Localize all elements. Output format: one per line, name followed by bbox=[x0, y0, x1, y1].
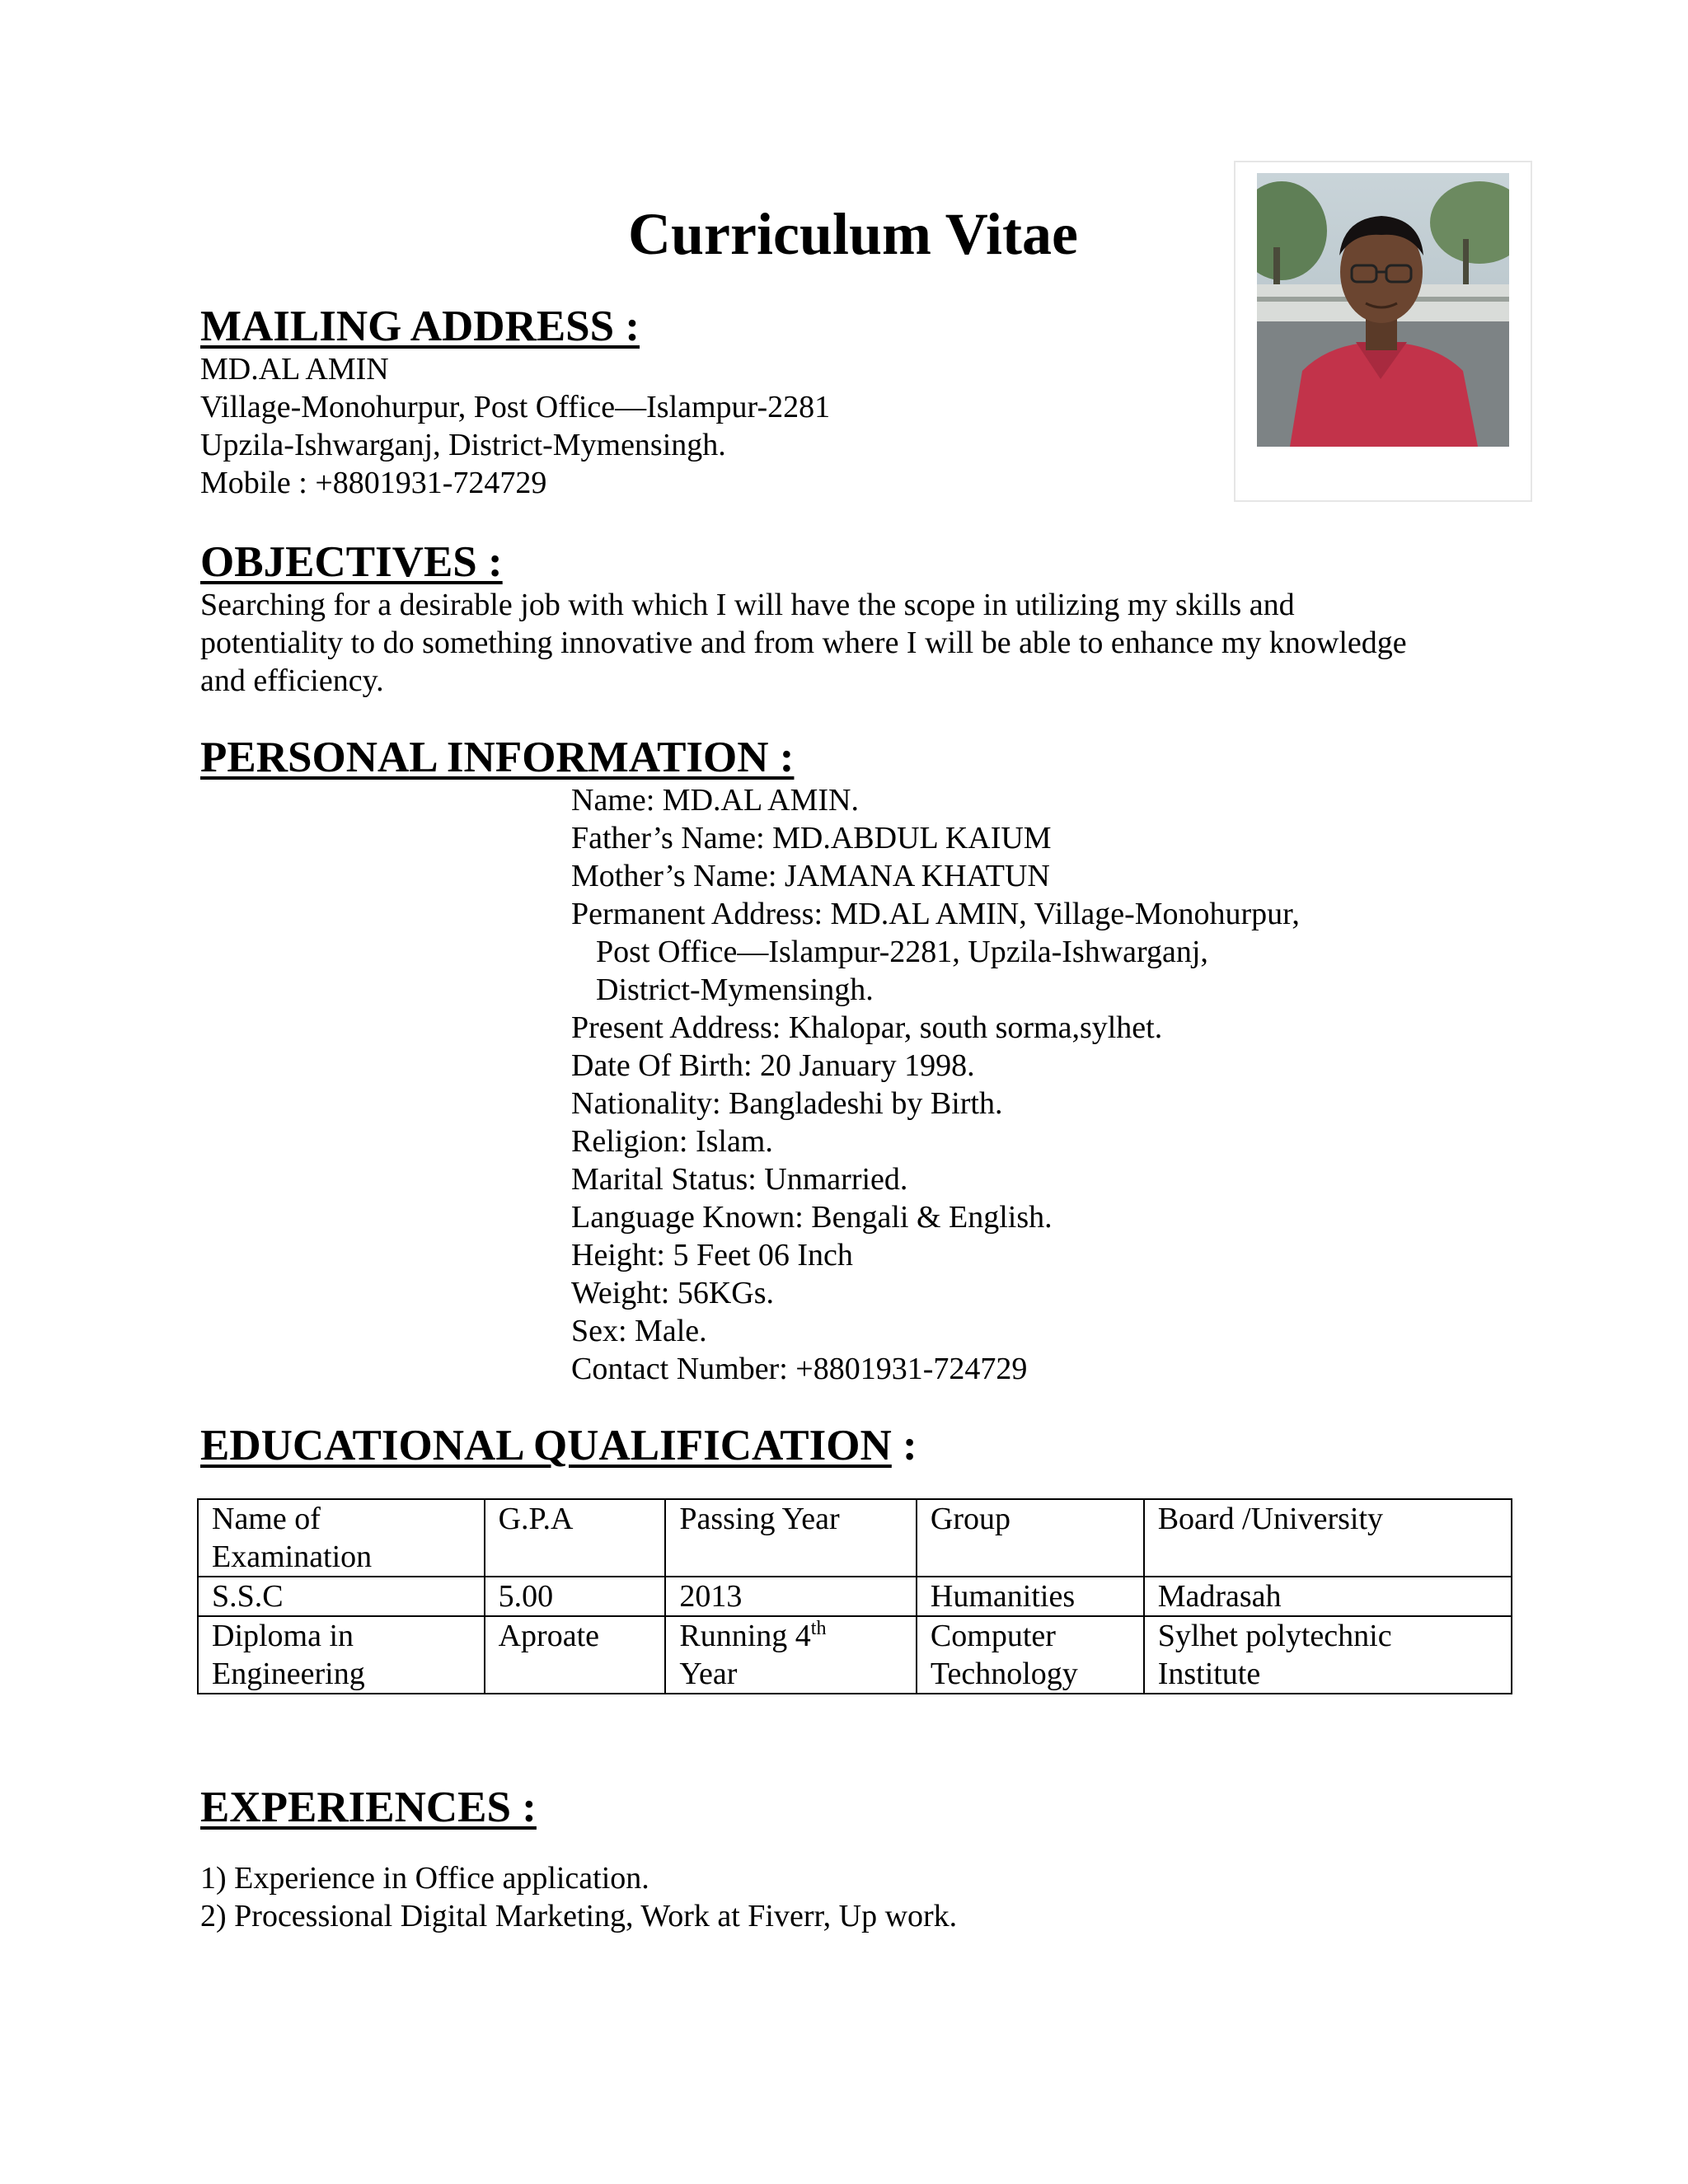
experience-item: 1) Experience in Office application. bbox=[200, 1861, 649, 1896]
mailing-name: MD.AL AMIN bbox=[200, 352, 389, 387]
cell-text: Institute bbox=[1157, 1657, 1261, 1691]
list-text: Mother’s Name: JAMANA KHATUN bbox=[571, 859, 1050, 893]
list-text: District-Mymensingh. bbox=[596, 972, 874, 1007]
objectives-line: and efficiency. bbox=[200, 663, 384, 698]
experiences-heading-text: EXPERIENCES : bbox=[200, 1783, 537, 1831]
cell-text: Diploma in bbox=[212, 1619, 354, 1653]
mailing-address-heading-text: MAILING ADDRESS : bbox=[200, 302, 640, 350]
cell-text: Technology bbox=[930, 1657, 1078, 1691]
cell-text: Engineering bbox=[212, 1657, 365, 1691]
cell-board: Madrasah bbox=[1144, 1577, 1512, 1616]
profile-photo-image bbox=[1257, 173, 1509, 447]
list-text: Post Office—Islampur-2281, Upzila-Ishwarganj, bbox=[596, 935, 1208, 969]
header-text: Examination bbox=[212, 1540, 373, 1574]
cell-examination: S.S.C bbox=[198, 1577, 485, 1616]
cell-text-part: Running 4 bbox=[679, 1619, 811, 1653]
education-table bbox=[197, 1498, 1512, 1694]
header-cell-gpa: G.P.A bbox=[485, 1499, 666, 1577]
cell-text: Sylhet polytechnic bbox=[1157, 1619, 1392, 1653]
personal-information-heading bbox=[200, 733, 794, 782]
mailing-address-block bbox=[200, 350, 830, 502]
cell-passing-year bbox=[665, 1616, 917, 1694]
objectives-line: potentiality to do something innovative and from where I will be able to enhance my knowledge bbox=[200, 626, 1407, 660]
table-row bbox=[198, 1616, 1512, 1694]
header-cell-passing-year: Passing Year bbox=[665, 1499, 917, 1577]
objectives-text bbox=[200, 586, 1407, 700]
objectives-heading-text: OBJECTIVES : bbox=[200, 538, 503, 586]
cell-gpa: Aproate bbox=[485, 1616, 666, 1694]
mailing-district: Upzila-Ishwarganj, District-Mymensingh. bbox=[200, 428, 726, 462]
heading-suffix: : bbox=[891, 1422, 917, 1469]
educational-qualification-heading-text: EDUCATIONAL QUALIFICATION bbox=[200, 1422, 892, 1469]
cell-text bbox=[679, 1617, 916, 1655]
list-text: Language Known: Bengali & English. bbox=[571, 1200, 1053, 1235]
list-text: Contact Number: +8801931-724729 bbox=[571, 1352, 1028, 1386]
header-cell-group: Group bbox=[917, 1499, 1144, 1577]
cell-group: Humanities bbox=[917, 1577, 1144, 1616]
ordinal-suffix: th bbox=[810, 1618, 827, 1639]
list-text: Sex: Male. bbox=[571, 1314, 707, 1348]
list-text: Present Address: Khalopar, south sorma,sylhet. bbox=[571, 1010, 1163, 1045]
experiences-heading bbox=[200, 1783, 537, 1832]
list-text: Name: MD.AL AMIN. bbox=[571, 783, 859, 818]
experiences-list bbox=[200, 1859, 957, 1935]
objectives-line: Searching for a desirable job with which I will have the scope in utilizing my skills and bbox=[200, 588, 1295, 622]
cell-text: Year bbox=[679, 1657, 738, 1691]
mailing-address-heading bbox=[200, 302, 640, 351]
list-text: Height: 5 Feet 06 Inch bbox=[571, 1238, 853, 1272]
table-header-row bbox=[198, 1499, 1512, 1577]
cell-board bbox=[1144, 1616, 1512, 1694]
cell-text: Computer bbox=[930, 1619, 1056, 1653]
header-cell-examination bbox=[198, 1499, 485, 1577]
header-cell-board: Board /University bbox=[1144, 1499, 1512, 1577]
objectives-heading bbox=[200, 537, 503, 587]
personal-information-heading-text: PERSONAL INFORMATION : bbox=[200, 733, 795, 781]
list-text: Nationality: Bangladeshi by Birth. bbox=[571, 1086, 1003, 1121]
document-title: Curriculum Vitae bbox=[628, 201, 1078, 267]
cell-gpa: 5.00 bbox=[485, 1577, 666, 1616]
experience-item: 2) Processional Digital Marketing, Work at Fiverr, Up work. bbox=[200, 1899, 958, 1933]
header-text: Name of bbox=[212, 1502, 321, 1536]
mailing-village: Village-Monohurpur, Post Office—Islampur-2281 bbox=[200, 390, 831, 424]
list-text: Marital Status: Unmarried. bbox=[571, 1162, 908, 1197]
profile-photo bbox=[1257, 173, 1509, 447]
table-row bbox=[198, 1577, 1512, 1616]
list-text: Religion: Islam. bbox=[571, 1124, 773, 1159]
list-text: Date Of Birth: 20 January 1998. bbox=[571, 1048, 975, 1083]
list-text: Permanent Address: MD.AL AMIN, Village-Monohurpur, bbox=[571, 897, 1300, 931]
list-text: Father’s Name: MD.ABDUL KAIUM bbox=[571, 821, 1052, 855]
mailing-mobile: Mobile : +8801931-724729 bbox=[200, 466, 547, 500]
cell-examination bbox=[198, 1616, 485, 1694]
list-text: Weight: 56KGs. bbox=[571, 1276, 775, 1310]
cell-passing-year: 2013 bbox=[665, 1577, 917, 1616]
educational-qualification-heading bbox=[200, 1421, 917, 1470]
cell-group bbox=[917, 1616, 1144, 1694]
